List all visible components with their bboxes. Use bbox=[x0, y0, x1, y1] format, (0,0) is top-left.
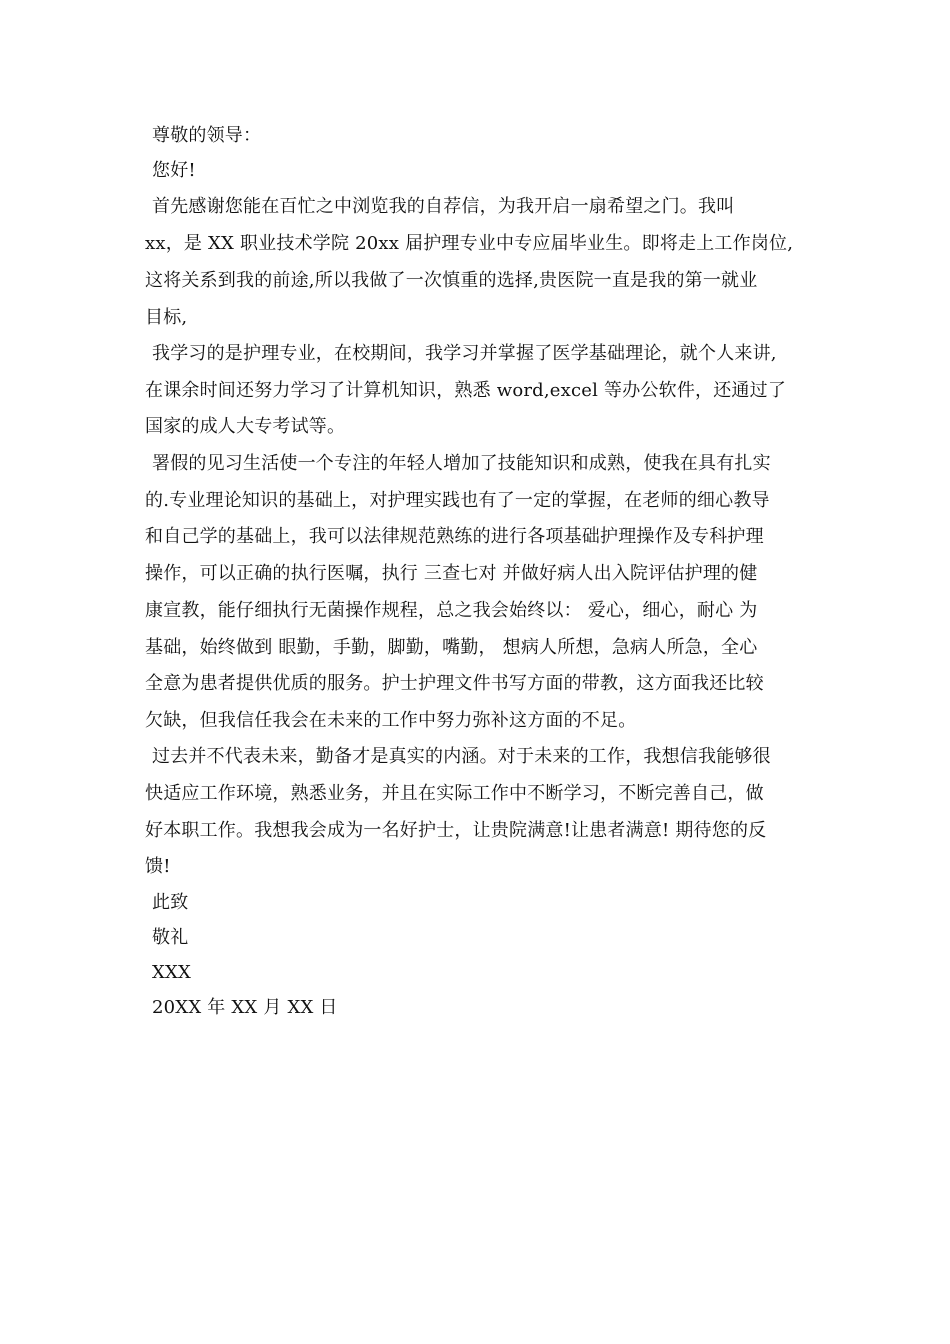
signature-date: 20XX 年 XX 月 XX 日 bbox=[152, 997, 338, 1018]
paragraph-4-line-2: 快适应工作环境，熟悉业务，并且在实际工作中不断学习，不断完善自己，做 bbox=[145, 783, 764, 804]
signature-name: XXX bbox=[152, 962, 192, 983]
paragraph-4-line-4: 馈! bbox=[145, 856, 171, 877]
paragraph-3-line-3: 和自己学的基础上，我可以法律规范熟练的进行各项基础护理操作及专科护理 bbox=[145, 526, 764, 547]
paragraph-3-line-5: 康宣教，能仔细执行无菌操作规程，总之我会始终以： 爱心，细心，耐心 为 bbox=[145, 600, 758, 621]
paragraph-3-line-8: 欠缺，但我信任我会在未来的工作中努力弥补这方面的不足。 bbox=[145, 710, 637, 731]
paragraph-4-line-1: 过去并不代表未来，勤备才是真实的内涵。对于未来的工作，我想信我能够很 bbox=[152, 746, 771, 767]
paragraph-1-line-2: xx，是 XX 职业技术学院 20xx 届护理专业中专应届毕业生。即将走上工作岗位, bbox=[145, 233, 794, 254]
closing-jing-li: 敬礼 bbox=[152, 927, 189, 948]
paragraph-1-line-3: 这将关系到我的前途,所以我做了一次慎重的选择,贵医院一直是我的第一就业 bbox=[145, 270, 758, 291]
paragraph-1-line-1: 首先感谢您能在百忙之中浏览我的自荐信，为我开启一扇希望之门。我叫 bbox=[152, 196, 735, 217]
paragraph-3-line-1: 署假的见习生活使一个专注的年轻人增加了技能知识和成熟，使我在具有扎实 bbox=[152, 453, 771, 474]
paragraph-2-line-2: 在课余时间还努力学习了计算机知识，熟悉 word,excel 等办公软件，还通过了 bbox=[145, 380, 787, 401]
greeting: 您好! bbox=[152, 160, 196, 181]
paragraph-2-line-3: 国家的成人大专考试等。 bbox=[145, 416, 346, 437]
closing-ci-zhi: 此致 bbox=[152, 892, 189, 913]
paragraph-3-line-7: 全意为患者提供优质的服务。护士护理文件书写方面的带教，这方面我还比较 bbox=[145, 673, 764, 694]
paragraph-3-line-2: 的.专业理论知识的基础上，对护理实践也有了一定的掌握，在老师的细心教导 bbox=[145, 490, 770, 511]
paragraph-3-line-4: 操作，可以正确的执行医嘱，执行 三查七对 并做好病人出入院评估护理的健 bbox=[145, 563, 758, 584]
paragraph-2-line-1: 我学习的是护理专业，在校期间，我学习并掌握了医学基础理论，就个人来讲, bbox=[152, 343, 777, 364]
paragraph-3-line-6: 基础，始终做到 眼勤，手勤，脚勤，嘴勤， 想病人所想，急病人所急，全心 bbox=[145, 637, 758, 658]
paragraph-1-line-4: 目标, bbox=[145, 307, 188, 328]
salutation: 尊敬的领导： bbox=[152, 125, 262, 146]
paragraph-4-line-3: 好本职工作。我想我会成为一名好护士，让贵院满意!让患者满意! 期待您的反 bbox=[145, 820, 767, 841]
